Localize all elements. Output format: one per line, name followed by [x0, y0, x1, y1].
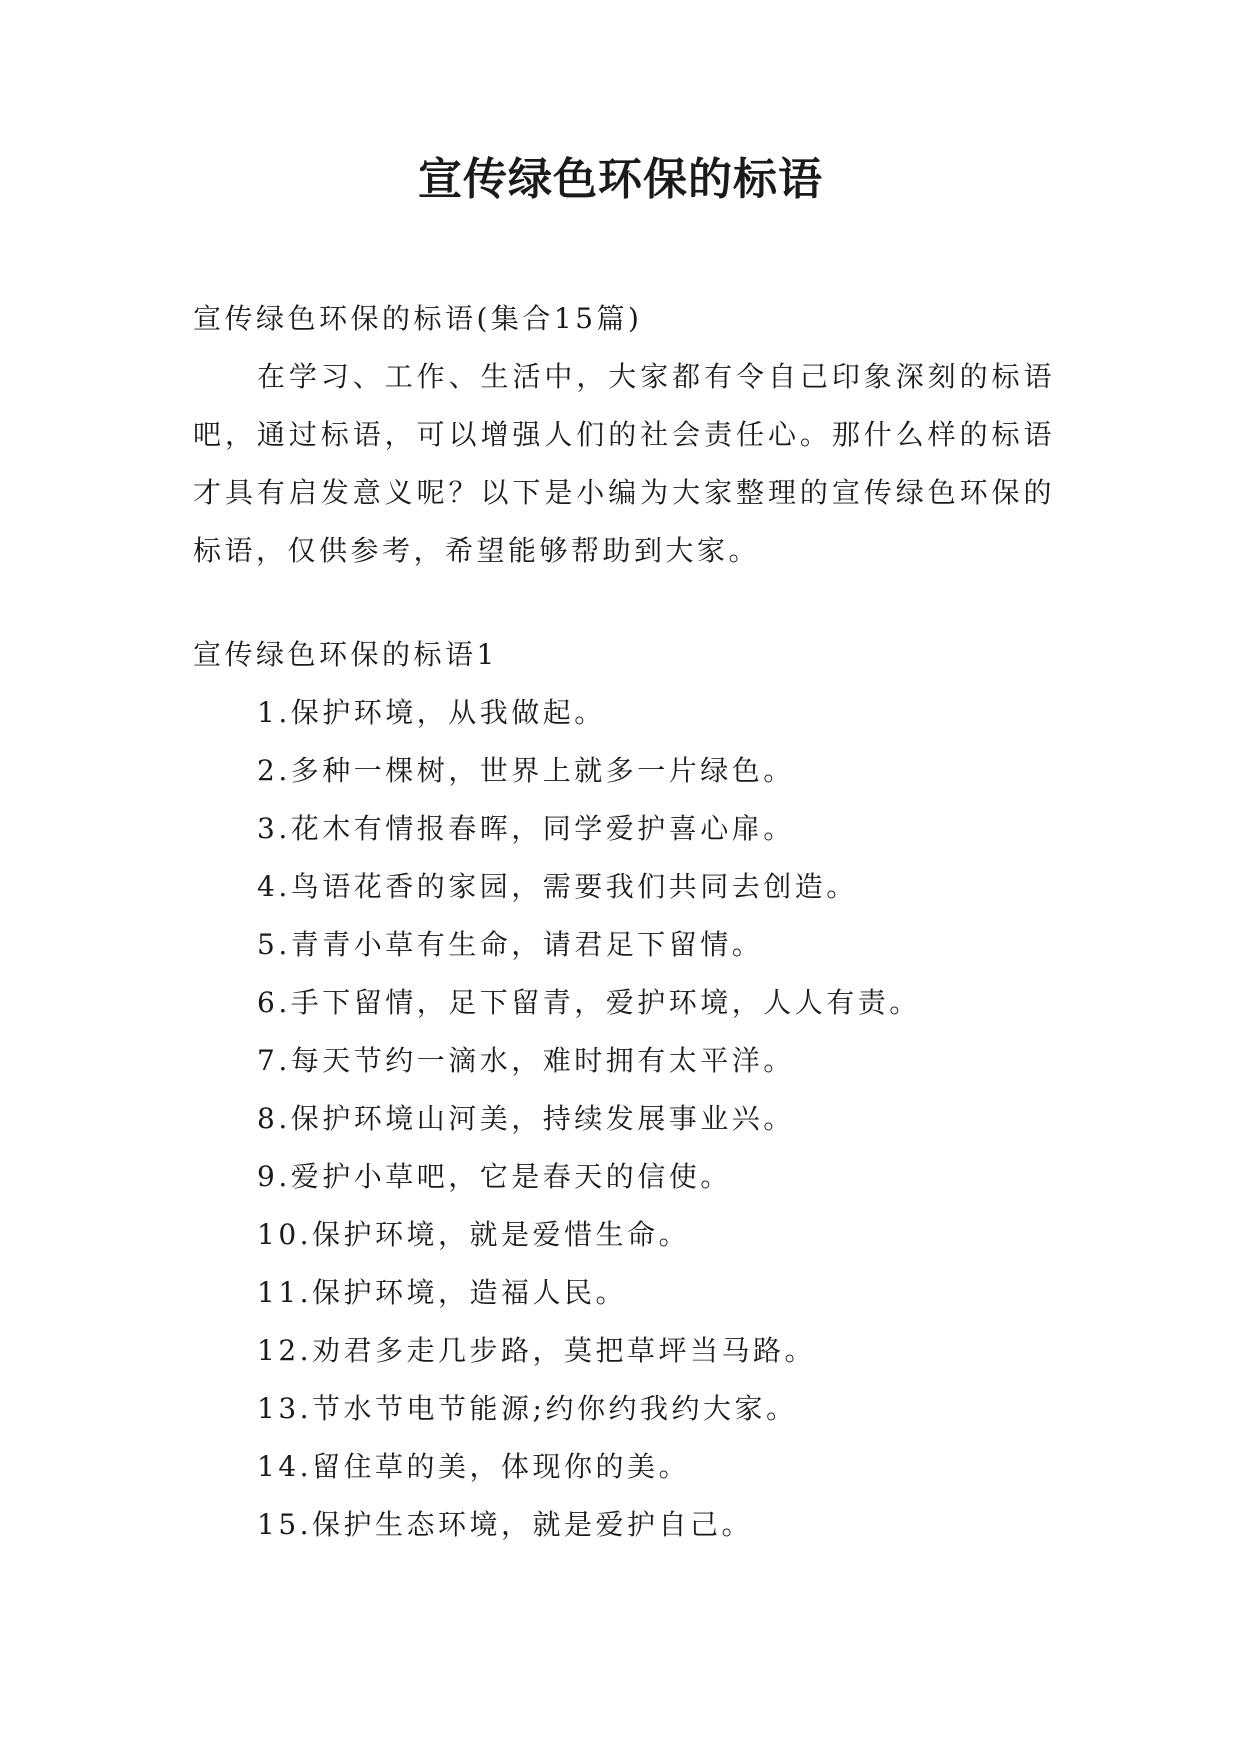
slogan-item: 12.劝君多走几步路，莫把草坪当马路。 — [257, 1334, 817, 1367]
slogan-item: 13.节水节电节能源;约你约我约大家。 — [257, 1392, 798, 1425]
slogan-item: 11.保护环境，造福人民。 — [257, 1276, 628, 1309]
slogan-item: 3.花木有情报春晖，同学爱护喜心扉。 — [257, 812, 795, 845]
slogan-item: 1.保护环境，从我做起。 — [257, 696, 606, 729]
slogan-item: 5.青青小草有生命，请君足下留情。 — [257, 928, 764, 961]
slogan-item: 8.保护环境山河美，持续发展事业兴。 — [257, 1102, 795, 1135]
slogan-item: 9.爱护小草吧，它是春天的信使。 — [257, 1160, 732, 1193]
paragraph-spacer — [193, 580, 1055, 626]
document-subtitle: 宣传绿色环保的标语(集合15篇) — [193, 302, 643, 335]
slogan-item: 10.保护环境，就是爱惜生命。 — [257, 1218, 691, 1251]
slogan-list — [193, 684, 1055, 1554]
page-title: 宣传绿色环保的标语 — [418, 154, 823, 205]
document-body — [193, 290, 1055, 1554]
slogan-item: 6.手下留情，足下留青，爱护环境，人人有责。 — [257, 986, 921, 1019]
section-heading: 宣传绿色环保的标语1 — [193, 638, 498, 671]
slogan-item: 7.每天节约一滴水，难时拥有太平洋。 — [257, 1044, 795, 1077]
intro-paragraph: 在学习、工作、生活中，大家都有令自己印象深刻的标语吧，通过标语，可以增强人们的社会责任心。那什么样的标语才具有启发意义呢？以下是小编为大家整理的宣传绿色环保的标语，仅供参考，希望能够帮助到大家。 — [193, 360, 1055, 567]
slogan-item: 14.留住草的美，体现你的美。 — [257, 1450, 691, 1483]
slogan-item: 4.鸟语花香的家园，需要我们共同去创造。 — [257, 870, 858, 903]
slogan-item: 2.多种一棵树，世界上就多一片绿色。 — [257, 754, 795, 787]
slogan-item: 15.保护生态环境，就是爱护自己。 — [257, 1508, 754, 1541]
